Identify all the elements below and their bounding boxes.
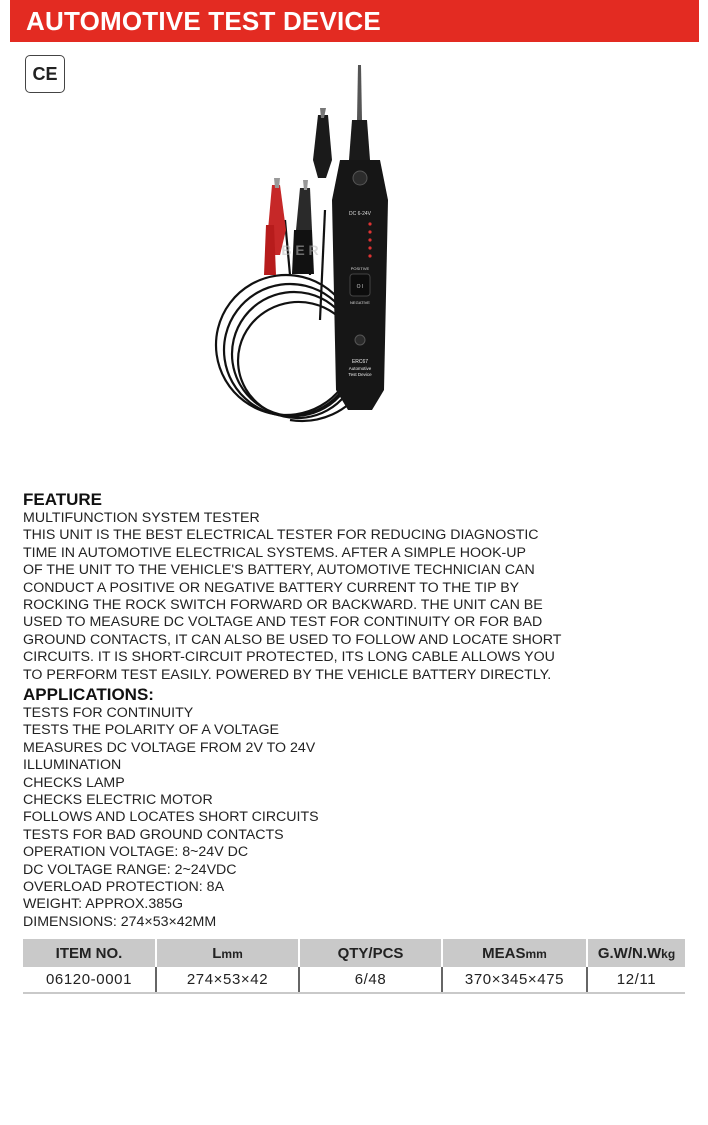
product-image bbox=[200, 60, 430, 445]
cell-weight: 12/11 bbox=[587, 967, 685, 993]
col-header-weight: G.W/N.Wkg bbox=[587, 939, 685, 967]
name-label-2: Test Device bbox=[348, 372, 372, 377]
page-title: AUTOMOTIVE TEST DEVICE bbox=[26, 6, 381, 36]
list-item: DIMENSIONS: 274×53×42MM bbox=[23, 913, 217, 930]
table-row bbox=[23, 967, 685, 993]
watermark-text: B E R bbox=[281, 242, 319, 258]
name-label-1: Automotive bbox=[348, 366, 372, 371]
cell-item-no: 06120-0001 bbox=[23, 967, 156, 993]
switch-label: O I bbox=[356, 284, 364, 290]
feature-body bbox=[23, 510, 561, 684]
black-clip-icon bbox=[313, 108, 332, 178]
list-item: CHECKS ELECTRIC MOTOR bbox=[23, 792, 213, 809]
voltage-label: DC 6-24V bbox=[349, 211, 371, 217]
col-header-meas: MEASmm bbox=[442, 939, 587, 967]
feature-line: TO PERFORM TEST EASILY. POWERED BY THE VEHICLE BATTERY DIRECTLY. bbox=[23, 666, 552, 683]
list-item: CHECKS LAMP bbox=[23, 774, 125, 791]
col-header-qty: QTY/PCS bbox=[299, 939, 442, 967]
cell-meas: 370×345×475 bbox=[442, 967, 587, 993]
col-header-length: Lmm bbox=[156, 939, 299, 967]
feature-title: FEATURE bbox=[23, 490, 103, 509]
col-header-item-no: ITEM NO. bbox=[23, 939, 156, 967]
list-item: WEIGHT: APPROX.385G bbox=[23, 896, 184, 913]
negative-label: NEGATIVE bbox=[350, 300, 370, 305]
feature-line: CIRCUITS. IT IS SHORT-CIRCUIT PROTECTED, ITS LONG CABLE ALLOWS YOU bbox=[23, 649, 555, 666]
spec-table bbox=[23, 939, 685, 994]
header-bar bbox=[10, 0, 699, 42]
cell-qty: 6/48 bbox=[299, 967, 442, 993]
positive-label: POSITIVE bbox=[350, 266, 370, 271]
applications-title: APPLICATIONS: bbox=[23, 685, 154, 704]
feature-line: THIS UNIT IS THE BEST ELECTRICAL TESTER FOR REDUCING DIAGNOSTIC bbox=[23, 527, 539, 544]
feature-line: CONDUCT A POSITIVE OR NEGATIVE BATTERY CURRENT TO THE TIP BY bbox=[23, 579, 520, 596]
black-clip-2-icon bbox=[292, 180, 314, 274]
model-label: ERC67 bbox=[351, 359, 369, 365]
spec-table-header-row bbox=[23, 939, 685, 967]
list-item: TESTS FOR BAD GROUND CONTACTS bbox=[23, 826, 284, 843]
red-clip-icon bbox=[264, 178, 286, 275]
feature-line: USED TO MEASURE DC VOLTAGE AND TEST FOR CONTINUITY OR FOR BAD bbox=[23, 614, 543, 631]
feature-line: OF THE UNIT TO THE VEHICLE'S BATTERY, AUTOMOTIVE TECHNICIAN CAN bbox=[23, 562, 535, 579]
feature-line: MULTIFUNCTION SYSTEM TESTER bbox=[23, 510, 260, 526]
list-item: FOLLOWS AND LOCATES SHORT CIRCUITS bbox=[23, 809, 319, 826]
list-item: MEASURES DC VOLTAGE FROM 2V TO 24V bbox=[23, 739, 316, 756]
list-item: DC VOLTAGE RANGE: 2~24VDC bbox=[23, 861, 237, 878]
list-item: TESTS THE POLARITY OF A VOLTAGE bbox=[23, 722, 279, 739]
feature-line: TIME IN AUTOMOTIVE ELECTRICAL SYSTEMS. AFTER A SIMPLE HOOK-UP bbox=[23, 544, 526, 561]
list-item: OVERLOAD PROTECTION: 8A bbox=[23, 879, 225, 896]
list-item: TESTS FOR CONTINUITY bbox=[23, 705, 194, 721]
tester-body bbox=[332, 65, 388, 410]
list-item: OPERATION VOLTAGE: 8~24V DC bbox=[23, 844, 249, 861]
feature-line: GROUND CONTACTS, IT CAN ALSO BE USED TO FOLLOW AND LOCATE SHORT bbox=[23, 631, 562, 648]
feature-line: ROCKING THE ROCK SWITCH FORWARD OR BACKWARD. THE UNIT CAN BE bbox=[23, 597, 543, 614]
ce-mark-badge: CE bbox=[25, 55, 65, 93]
list-item: ILLUMINATION bbox=[23, 757, 122, 774]
cell-length: 274×53×42 bbox=[156, 967, 299, 993]
applications-list bbox=[23, 705, 319, 931]
